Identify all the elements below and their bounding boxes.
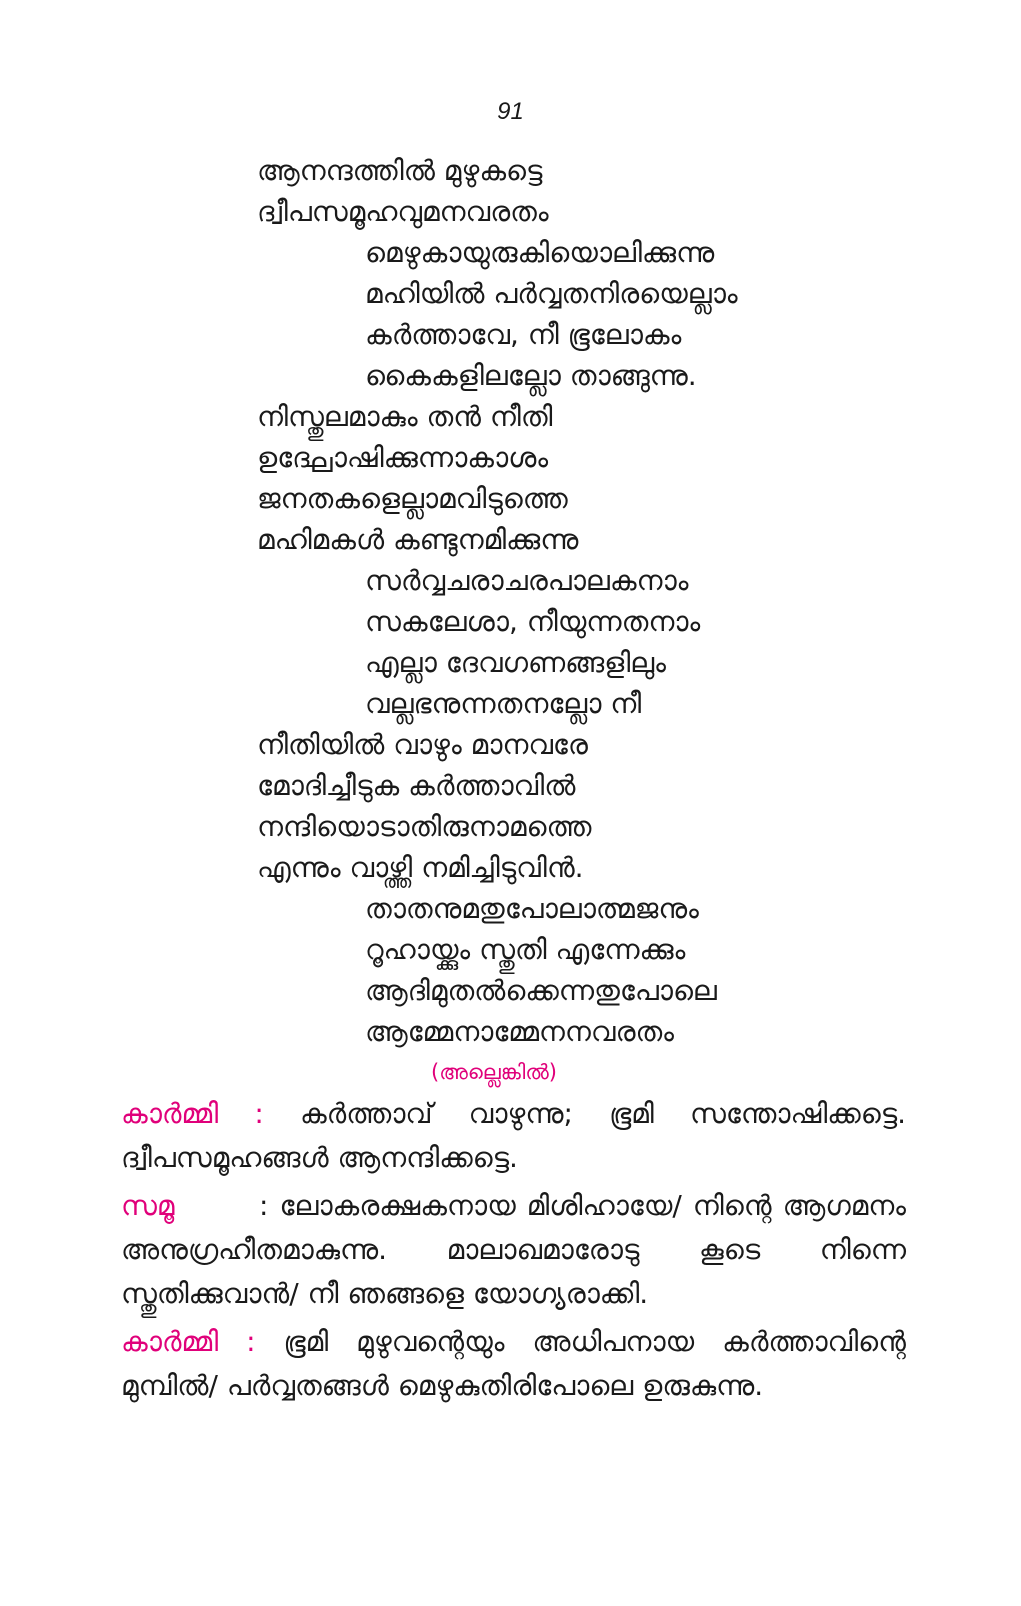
hymn-line: സർവ്വചരാചരപാലകനാം — [365, 564, 689, 597]
hymn-line: ദ്വീപസമൂഹവുമനവരതം — [257, 195, 549, 228]
response-text: കർത്താവ് വാഴുന്നു; ഭൂമി സന്തോഷിക്കട്ടെ. ദ്വീപസമൂഹങ്ങൾ ആനന്ദിക്കട്ടെ. — [121, 1097, 907, 1174]
hymn-line: ആനന്ദത്തിൽ മുഴുകട്ടെ — [257, 154, 543, 187]
page-number: 91 — [497, 98, 524, 125]
hymn-line: കർത്താവേ, നീ ഭൂലോകം — [365, 318, 682, 351]
hymn-line: മോദിച്ചീടുക കർത്താവിൽ — [257, 769, 576, 802]
hymn-line: നന്ദിയൊടാതിരുനാമത്തെ — [257, 810, 592, 843]
hymn-verse-block — [257, 150, 957, 1052]
hymn-line: ആദിമുതൽക്കെന്നതുപോലെ — [365, 974, 717, 1007]
response-text: : ലോകരക്ഷകനായ മിശിഹായേ/ നിന്റെ ആഗമനം അനുഗ്രഹീതമാകുന്നു. മാലാഖമാരോടു കൂടെ നിന്നെ സ്തുതിക്കുവാൻ/ നീ ഞങ്ങളെ യോഗ്യരാക്കി. — [121, 1189, 906, 1310]
response-paragraph-congregation — [121, 1184, 906, 1316]
speaker-label-celebrant: കാർമ്മി : — [121, 1325, 256, 1358]
hymn-line: എല്ലാ ദേവഗണങ്ങളിലും — [365, 646, 666, 679]
hymn-line: ജനതകളെല്ലാമവിടുത്തെ — [257, 482, 568, 515]
hymn-line: റൂഹായ്ക്കും സ്തുതി എന്നേക്കും — [365, 933, 686, 966]
hymn-line: കൈകളിലല്ലോ താങ്ങുന്നു. — [365, 359, 697, 392]
response-paragraph-celebrant — [121, 1320, 906, 1408]
hymn-line: മഹിമകൾ കണ്ടുനമിക്കുന്നു — [257, 523, 579, 556]
hymn-line: നിസ്തുലമാകും തൻ നീതി — [257, 400, 553, 433]
hymn-line: ആമ്മേനാമ്മേനനവരതം — [365, 1015, 674, 1048]
responses-block — [121, 1092, 906, 1412]
hymn-line: മെഴുകായുരുകിയൊലിക്കുന്നു — [365, 236, 715, 269]
response-text: ഭൂമി മുഴുവന്റെയും അധിപനായ കർത്താവിന്റെ മുമ്പിൽ/ പർവ്വതങ്ങൾ മെഴുകുതിരിപോലെ ഉരുകുന്നു. — [121, 1325, 907, 1402]
hymn-line: മഹിയിൽ പർവ്വതനിരയെല്ലാം — [365, 277, 738, 310]
hymn-line: നീതിയിൽ വാഴും മാനവരേ — [257, 728, 588, 761]
hymn-line: എന്നും വാഴ്ത്തി നമിച്ചിടുവിൻ. — [257, 851, 584, 884]
alternative-marker: (അല്ലെങ്കിൽ) — [431, 1060, 557, 1084]
hymn-line: ഉദ്ഘോഷിക്കുന്നാകാശം — [257, 441, 549, 474]
speaker-label-celebrant: കാർമ്മി : — [121, 1097, 264, 1130]
hymn-line: സകലേശാ, നീയുന്നതനാം — [365, 605, 701, 638]
speaker-label-congregation: സമൂ — [121, 1189, 175, 1222]
hymn-line: വല്ലഭനുന്നതനല്ലോ നീ — [365, 687, 642, 720]
response-paragraph-celebrant — [121, 1092, 906, 1180]
hymn-line: താതനുമതുപോലാത്മജനും — [365, 892, 699, 925]
